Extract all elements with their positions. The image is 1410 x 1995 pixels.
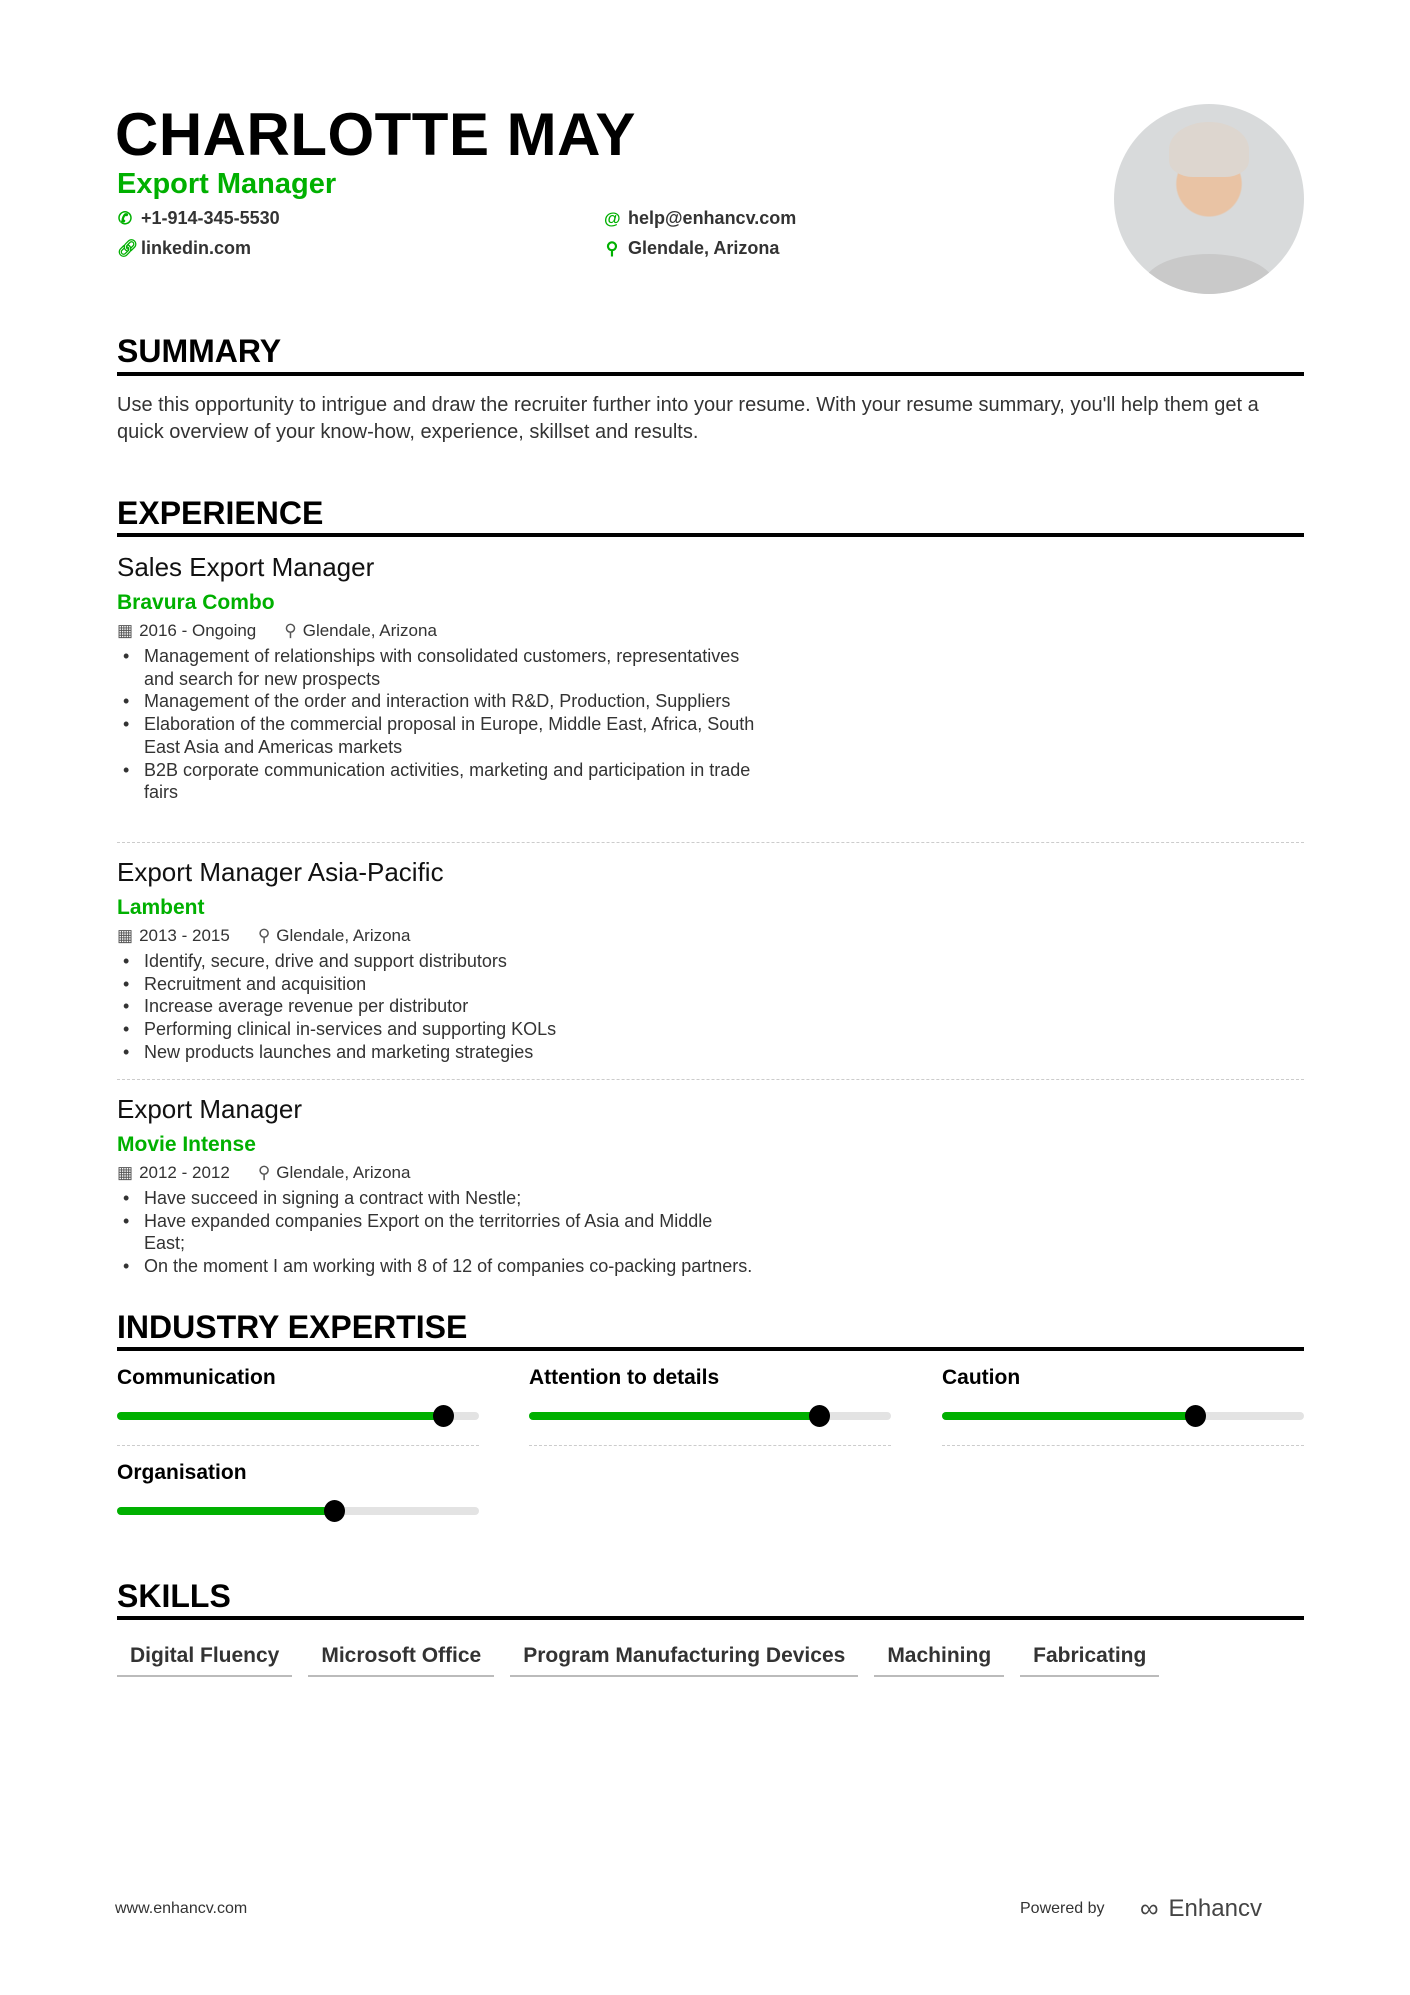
slider-fill [942, 1412, 1195, 1420]
bullet-item: • Have succeed in signing a contract with Nestle; [117, 1187, 757, 1210]
job-entry [117, 1094, 1304, 1278]
expertise-slider [117, 1412, 479, 1420]
skills-heading: SKILLS [117, 1578, 231, 1614]
job-bullets [117, 1187, 757, 1278]
separator [117, 1079, 1304, 1080]
location-pin-icon: ⚲ [257, 1163, 271, 1182]
phone-text: +1-914-345-5530 [141, 208, 280, 228]
email-link[interactable]: help@enhancv.com [628, 208, 797, 228]
job-bullets [117, 645, 757, 804]
separator [942, 1445, 1304, 1446]
expertise-slider [117, 1507, 479, 1515]
bullet-item: • Management of the order and interaction with R&D, Production, Suppliers [117, 690, 757, 713]
candidate-title: Export Manager [117, 168, 337, 200]
location-pin-icon: ⚲ [605, 238, 619, 258]
bullet-item: • Elaboration of the commercial proposal in Europe, Middle East, Africa, South East Asia and Americas markets [117, 713, 757, 758]
expertise-label: Attention to details [529, 1366, 720, 1389]
location-text: Glendale, Arizona [628, 238, 780, 258]
job-location: ⚲ Glendale, Arizona [257, 1163, 411, 1182]
bullet-item: • Performing clinical in-services and supporting KOLs [117, 1018, 757, 1041]
divider [117, 1616, 1304, 1620]
job-company: Movie Intense [117, 1133, 256, 1156]
slider-knob [1185, 1405, 1206, 1427]
phone-icon: ✆ [117, 208, 133, 228]
separator [117, 1445, 479, 1446]
bullet-item: • On the moment I am working with 8 of 12 of companies co-packing partners. [117, 1255, 757, 1278]
job-location: ⚲ Glendale, Arizona [284, 621, 437, 640]
powered-by: Powered by [1020, 1900, 1105, 1917]
slider-knob [809, 1405, 830, 1427]
job-meta [117, 621, 1304, 641]
expertise-item [117, 1461, 479, 1515]
at-icon: @ [604, 208, 621, 228]
bullet-item: • Management of relationships with consolidated customers, representatives and search for new prospects [117, 645, 757, 690]
skill-tag: Fabricating [1020, 1640, 1159, 1677]
job-role: Export Manager [117, 1094, 302, 1124]
bullet-item: • Increase average revenue per distributor [117, 995, 757, 1018]
expertise-slider [529, 1412, 891, 1420]
expertise-label: Caution [942, 1366, 1021, 1389]
email[interactable] [604, 208, 796, 229]
job-dates: ▦ 2013 - 2015 [117, 926, 230, 945]
bullet-item: • Have expanded companies Export on the territorries of Asia and Middle East; [117, 1210, 757, 1255]
summary-heading: SUMMARY [117, 333, 282, 369]
location-pin-icon: ⚲ [284, 621, 297, 640]
calendar-icon: ▦ [117, 1163, 134, 1182]
avatar [1114, 104, 1304, 294]
calendar-icon: ▦ [117, 926, 134, 945]
skills-tags [117, 1640, 1159, 1677]
divider [117, 372, 1304, 376]
job-company: Bravura Combo [117, 591, 275, 614]
phone [117, 208, 280, 229]
linkedin[interactable] [117, 238, 251, 259]
separator [117, 842, 1304, 843]
expertise-item [117, 1366, 479, 1446]
job-dates: ▦ 2012 - 2012 [117, 1163, 230, 1182]
expertise-label: Organisation [117, 1461, 247, 1484]
job-role: Sales Export Manager [117, 552, 375, 582]
logo-icon: ∞ [1140, 1893, 1159, 1923]
skill-tag: Microsoft Office [308, 1640, 494, 1677]
expertise-label: Communication [117, 1366, 276, 1389]
job-entry [117, 857, 1304, 1064]
job-dates: ▦ 2016 - Ongoing [117, 621, 257, 640]
slider-knob [433, 1405, 454, 1427]
slider-fill [117, 1507, 334, 1515]
job-meta [117, 1163, 1304, 1183]
footer-site[interactable]: www.enhancv.com [115, 1900, 248, 1917]
divider [117, 1347, 1304, 1351]
slider-knob [324, 1500, 345, 1522]
logo-text: Enhancv [1168, 1894, 1262, 1922]
bullet-item: • B2B corporate communication activities, marketing and participation in trade fairs [117, 759, 757, 804]
expertise-item [529, 1366, 891, 1446]
job-entry [117, 552, 1304, 804]
bullet-item: • New products launches and marketing strategies [117, 1041, 757, 1064]
bullet-item: • Recruitment and acquisition [117, 973, 757, 996]
bullet-item: • Identify, secure, drive and support distributors [117, 950, 757, 973]
linkedin-link[interactable]: linkedin.com [141, 238, 252, 258]
slider-fill [529, 1412, 819, 1420]
job-company: Lambent [117, 896, 205, 919]
skill-tag: Digital Fluency [117, 1640, 292, 1677]
slider-fill [117, 1412, 443, 1420]
job-location: ⚲ Glendale, Arizona [257, 926, 411, 945]
link-icon: 🔗︎ [117, 238, 139, 258]
enhancv-logo [1140, 1893, 1262, 1924]
skill-tag: Program Manufacturing Devices [510, 1640, 858, 1677]
experience-heading: EXPERIENCE [117, 495, 324, 531]
expertise-slider [942, 1412, 1304, 1420]
summary-text: Use this opportunity to intrigue and draw the recruiter further into your resume. With your resume summary, you'll help them get a quick overview of your know-how, experience, skillset and results. [117, 394, 1259, 443]
job-meta [117, 926, 1304, 946]
location [604, 238, 779, 259]
job-role: Export Manager Asia-Pacific [117, 857, 444, 887]
candidate-name: CHARLOTTE MAY [115, 101, 636, 168]
calendar-icon: ▦ [117, 621, 134, 640]
expertise-heading: INDUSTRY EXPERTISE [117, 1309, 468, 1345]
separator [529, 1445, 891, 1446]
job-bullets [117, 950, 757, 1064]
skill-tag: Machining [874, 1640, 1004, 1677]
expertise-item [942, 1366, 1304, 1446]
divider [117, 533, 1304, 537]
location-pin-icon: ⚲ [257, 926, 271, 945]
